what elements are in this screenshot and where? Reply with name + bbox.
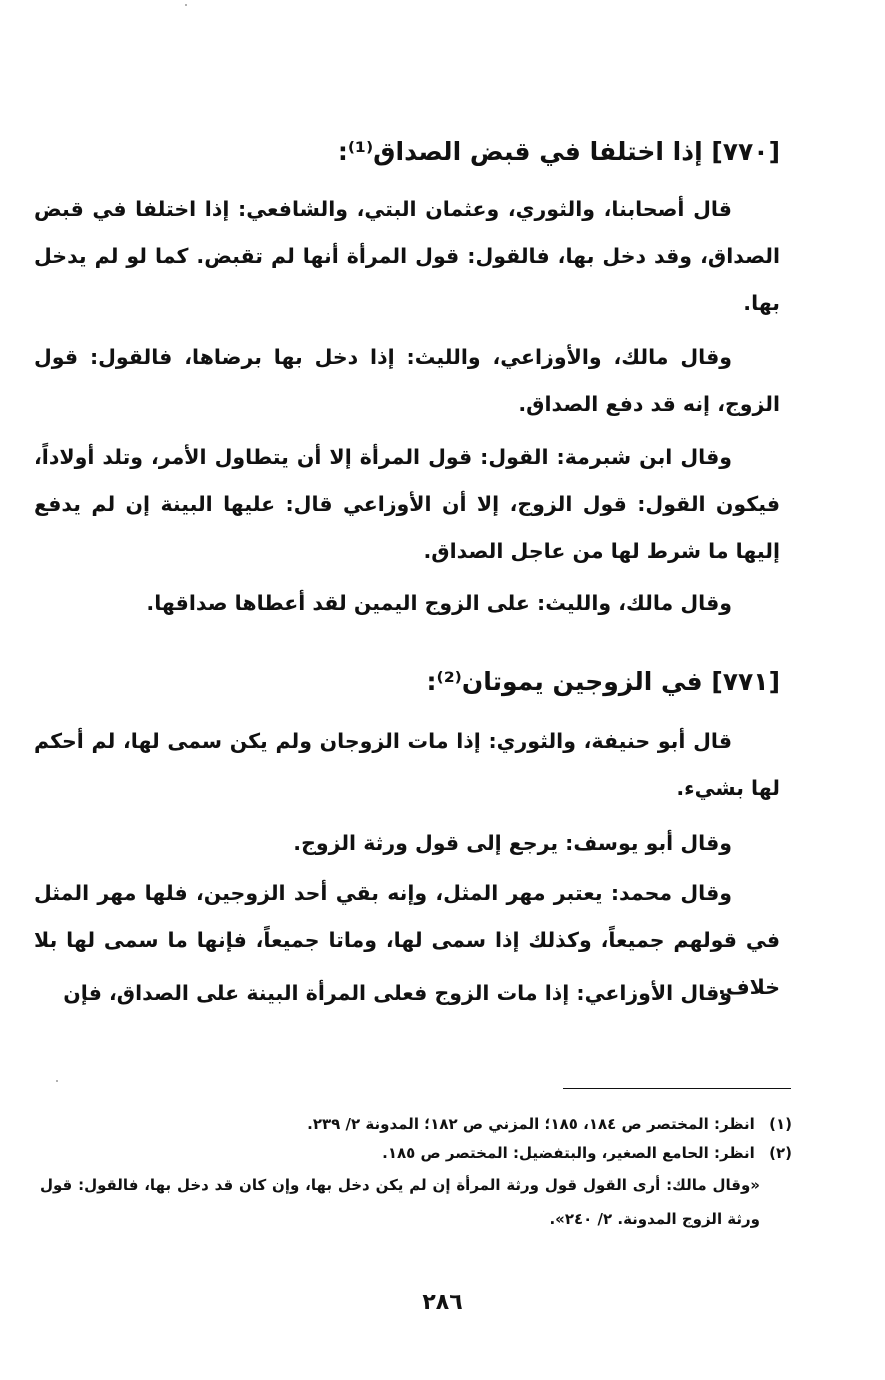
- paragraph: وقال محمد: يعتبر مهر المثل، وإنه بقي أحد الزوجين، فلها مهر المثل في قولهم جميعاً، وكذلك إذا سمى لها، وماتا جميعاً، فإنها ما سمى لها بلا خلاف.: [34, 881, 780, 999]
- scan-speck: [56, 1080, 58, 1082]
- footnote-1: [40, 1110, 792, 1139]
- section-770-body: [34, 186, 780, 327]
- section-770-body: [34, 580, 780, 627]
- footnote-marker: (٢): [769, 1144, 792, 1162]
- paragraph: وقال أبو يوسف: يرجع إلى قول ورثة الزوج.: [293, 831, 732, 855]
- section-770-body: [34, 434, 780, 575]
- section-770-body: [34, 334, 780, 428]
- page-number: ٢٨٦: [422, 1290, 463, 1315]
- section-771-body: [34, 820, 780, 867]
- footnote-separator: [563, 1088, 791, 1089]
- footnote-text: انظر: الحامع الصغير، والبتفضيل: المختصر ص ١٨٥.: [382, 1144, 755, 1162]
- footnote-quote: «وقال مالك: أرى القول قول ورثة المرأة إن لم يكن دخل بها، وإن كان قد دخل بها، فالقول: قول ورثة الزوج المدونة. ٢/ ٢٤٠».: [40, 1176, 760, 1228]
- footnote-text: انظر: المختصر ص ١٨٤، ١٨٥؛ المزني ص ١٨٢؛ المدونة ٢/ ٢٣٩.: [307, 1115, 755, 1133]
- footnote-marker: (١): [769, 1115, 792, 1133]
- section-heading: [٧٧٠] إذا اختلفا في قبض الصداق⁽¹⁾:: [337, 137, 780, 166]
- paragraph: قال أبو حنيفة، والثوري: إذا مات الزوجان ولم يكن سمى لها، لم أحكم لها بشيء.: [34, 729, 780, 800]
- paragraph: قال أصحابنا، والثوري، وعثمان البتي، والشافعي: إذا اختلفا في قبض الصداق، وقد دخل بها، فالقول: قول المرأة أنها لم تقبض. كما لو لم يدخل بها.: [34, 197, 780, 315]
- section-heading: [٧٧١] في الزوجين يموتان⁽²⁾:: [426, 667, 780, 696]
- paragraph: وقال الأوزاعي: إذا مات الزوج فعلى المرأة البينة على الصداق، فإن: [63, 981, 732, 1005]
- scan-speck: [185, 4, 187, 6]
- paragraph: وقال ابن شبرمة: القول: قول المرأة إلا أن يتطاول الأمر، وتلد أولاداً، فيكون القول: قول الزوج، إلا أن الأوزاعي قال: عليها البينة إن لم يدفع إليها ما شرط لها من عاجل الصداق.: [34, 445, 780, 563]
- paragraph: وقال مالك، والأوزاعي، والليث: إذا دخل بها برضاها، فالقول: قول الزوج، إنه قد دفع الصداق.: [34, 345, 780, 416]
- section-771-body: [34, 970, 780, 1017]
- section-770: [34, 132, 780, 172]
- footnote-2: [40, 1139, 792, 1168]
- footnotes: [40, 1110, 792, 1236]
- section-771: [34, 662, 780, 702]
- paragraph: وقال مالك، والليث: على الزوج اليمين لقد أعطاها صداقها.: [146, 591, 732, 615]
- section-771-body: [34, 718, 780, 812]
